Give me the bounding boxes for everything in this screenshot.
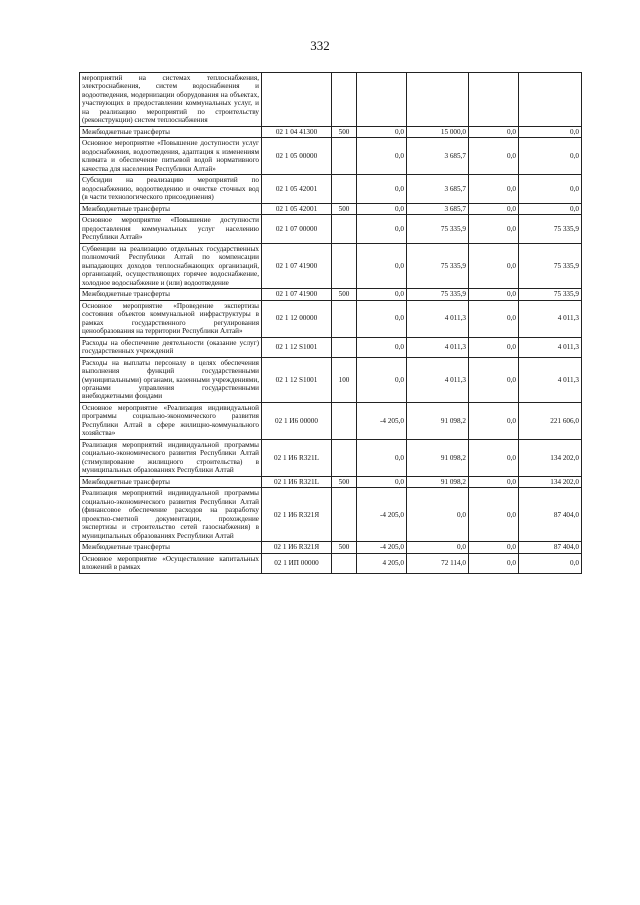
row-amount-1-cell: 0,0 (357, 138, 407, 175)
row-code-cell: 02 1 04 41300 (262, 126, 332, 137)
row-amount-1-cell: 0,0 (357, 126, 407, 137)
table-body (80, 73, 582, 574)
table-row (80, 357, 582, 402)
row-amount-3-cell: 0,0 (469, 289, 519, 300)
row-code-cell: 02 1 05 00000 (262, 138, 332, 175)
table-row (80, 337, 582, 357)
row-code-cell (262, 73, 332, 127)
row-amount-1-cell: 0,0 (357, 289, 407, 300)
table-row (80, 553, 582, 573)
row-expense-type-cell (332, 175, 357, 203)
row-amount-3-cell (469, 73, 519, 127)
table-row (80, 439, 582, 476)
row-amount-4-cell: 4 011,3 (519, 357, 582, 402)
row-amount-3-cell: 0,0 (469, 215, 519, 243)
row-expense-type-cell: 100 (332, 357, 357, 402)
row-code-cell: 02 1 И6 R321L (262, 476, 332, 487)
row-amount-3-cell: 0,0 (469, 243, 519, 288)
row-amount-3-cell: 0,0 (469, 357, 519, 402)
row-expense-type-cell (332, 337, 357, 357)
row-amount-1-cell: 0,0 (357, 357, 407, 402)
row-amount-2-cell: 75 335,9 (407, 215, 469, 243)
row-expense-type-cell: 500 (332, 203, 357, 214)
row-amount-3-cell: 0,0 (469, 300, 519, 337)
row-amount-1-cell: 0,0 (357, 175, 407, 203)
row-amount-2-cell: 91 098,2 (407, 439, 469, 476)
row-amount-2-cell: 75 335,9 (407, 243, 469, 288)
row-amount-1-cell: 4 205,0 (357, 553, 407, 573)
row-amount-3-cell: 0,0 (469, 476, 519, 487)
row-amount-2-cell: 3 685,7 (407, 138, 469, 175)
row-amount-2-cell: 91 098,2 (407, 402, 469, 439)
row-amount-2-cell: 4 011,3 (407, 300, 469, 337)
row-name-cell: Основное мероприятие «Повышение доступности услуг водоснабжения, водоотведения, адаптация к изменениям климата и обеспечение питьевой водой нормативного качества для населения Республики Алтай» (80, 138, 262, 175)
row-amount-4-cell: 75 335,9 (519, 289, 582, 300)
row-expense-type-cell: 500 (332, 542, 357, 553)
table-row (80, 243, 582, 288)
row-amount-1-cell: -4 205,0 (357, 488, 407, 542)
table-row (80, 73, 582, 127)
row-name-cell: мероприятий на системах теплоснабжения, электроснабжения, систем водоснабжения и водоотведения, модернизации оборудования на объектах, участвующих в предоставлении коммунальных услуг, и на реализацию мероприятий по строительству (реконструкции) систем теплоснабжения (80, 73, 262, 127)
table-row (80, 289, 582, 300)
row-amount-3-cell: 0,0 (469, 126, 519, 137)
row-amount-4-cell: 0,0 (519, 126, 582, 137)
row-amount-3-cell: 0,0 (469, 337, 519, 357)
row-name-cell: Межбюджетные трансферты (80, 476, 262, 487)
row-code-cell: 02 1 И6 00000 (262, 402, 332, 439)
row-amount-4-cell: 87 404,0 (519, 488, 582, 542)
row-amount-3-cell: 0,0 (469, 553, 519, 573)
row-amount-4-cell: 87 404,0 (519, 542, 582, 553)
row-name-cell: Субсидии на реализацию мероприятий по водоснабжению, водоотведению и очистке сточных вод (в части технологического присоединения) (80, 175, 262, 203)
table-row (80, 476, 582, 487)
row-amount-3-cell: 0,0 (469, 402, 519, 439)
row-code-cell: 02 1 И6 R321L (262, 439, 332, 476)
row-name-cell: Основное мероприятие «Проведение экспертизы состояния объектов коммунальной инфраструктуры в рамках государственного регулирования ценообразования на территории Республики Алтай» (80, 300, 262, 337)
row-code-cell: 02 1 05 42001 (262, 175, 332, 203)
row-expense-type-cell (332, 402, 357, 439)
row-name-cell: Межбюджетные трансферты (80, 542, 262, 553)
row-expense-type-cell (332, 439, 357, 476)
row-code-cell: 02 1 И6 R321Я (262, 488, 332, 542)
row-expense-type-cell (332, 73, 357, 127)
row-amount-3-cell: 0,0 (469, 203, 519, 214)
row-amount-3-cell: 0,0 (469, 488, 519, 542)
row-amount-1-cell: 0,0 (357, 300, 407, 337)
row-amount-1-cell: 0,0 (357, 439, 407, 476)
row-amount-4-cell: 75 335,9 (519, 215, 582, 243)
row-amount-4-cell: 134 202,0 (519, 439, 582, 476)
row-amount-4-cell: 4 011,3 (519, 337, 582, 357)
row-code-cell: 02 1 07 00000 (262, 215, 332, 243)
row-code-cell: 02 1 05 42001 (262, 203, 332, 214)
row-amount-4-cell: 4 011,3 (519, 300, 582, 337)
row-expense-type-cell (332, 243, 357, 288)
row-amount-3-cell: 0,0 (469, 138, 519, 175)
row-amount-2-cell: 75 335,9 (407, 289, 469, 300)
table-row (80, 215, 582, 243)
row-name-cell: Расходы на выплаты персоналу в целях обеспечения выполнения функций государственными (муниципальными) органами, казенными учреждениями, органами управления государственными внебюджетными фондами (80, 357, 262, 402)
row-name-cell: Расходы на обеспечение деятельности (оказание услуг) государственных учреждений (80, 337, 262, 357)
row-amount-4-cell: 0,0 (519, 203, 582, 214)
row-amount-2-cell: 72 114,0 (407, 553, 469, 573)
row-amount-4-cell: 0,0 (519, 553, 582, 573)
row-amount-1-cell: 0,0 (357, 215, 407, 243)
row-name-cell: Межбюджетные трансферты (80, 126, 262, 137)
row-amount-4-cell: 0,0 (519, 175, 582, 203)
page-number: 332 (310, 38, 330, 53)
row-amount-4-cell (519, 73, 582, 127)
row-expense-type-cell: 500 (332, 289, 357, 300)
table-row (80, 175, 582, 203)
row-amount-3-cell: 0,0 (469, 542, 519, 553)
row-code-cell: 02 1 12 00000 (262, 300, 332, 337)
row-name-cell: Реализация мероприятий индивидуальной программы социально-экономического развития Республики Алтай (стимулирование жилищного строительства) в муниципальных образованиях Республики Алтай (80, 439, 262, 476)
table-row (80, 488, 582, 542)
row-amount-1-cell: -4 205,0 (357, 402, 407, 439)
row-amount-2-cell: 4 011,3 (407, 357, 469, 402)
table-row (80, 138, 582, 175)
row-name-cell: Основное мероприятие «Осуществление капитальных вложений в рамках (80, 553, 262, 573)
row-amount-1-cell: 0,0 (357, 337, 407, 357)
row-name-cell: Межбюджетные трансферты (80, 203, 262, 214)
table-row (80, 203, 582, 214)
row-amount-4-cell: 221 606,0 (519, 402, 582, 439)
row-amount-2-cell: 0,0 (407, 488, 469, 542)
row-amount-2-cell: 3 685,7 (407, 175, 469, 203)
row-amount-2-cell: 15 000,0 (407, 126, 469, 137)
row-name-cell: Субвенции на реализацию отдельных государственных полномочий Республики Алтай по компенсации выпадающих доходов теплоснабжающих организаций, организаций, осуществляющих горячее водоснабжение, холодное водоснабжение и (или) водоотведение (80, 243, 262, 288)
row-amount-1-cell (357, 73, 407, 127)
row-amount-2-cell: 4 011,3 (407, 337, 469, 357)
row-name-cell: Основное мероприятие «Повышение доступности предоставления коммунальных услуг населению Республики Алтай» (80, 215, 262, 243)
row-expense-type-cell (332, 138, 357, 175)
row-code-cell: 02 1 07 41900 (262, 289, 332, 300)
row-amount-1-cell: 0,0 (357, 476, 407, 487)
table-row (80, 402, 582, 439)
row-amount-2-cell: 0,0 (407, 542, 469, 553)
row-code-cell: 02 1 07 41900 (262, 243, 332, 288)
row-code-cell: 02 1 ИП 00000 (262, 553, 332, 573)
row-amount-1-cell: -4 205,0 (357, 542, 407, 553)
row-expense-type-cell (332, 553, 357, 573)
row-amount-3-cell: 0,0 (469, 175, 519, 203)
row-amount-4-cell: 75 335,9 (519, 243, 582, 288)
table-row (80, 126, 582, 137)
row-name-cell: Основное мероприятие «Реализация индивидуальной программы социально-экономического развития Республики Алтай в сфере жилищно-коммунального хозяйства» (80, 402, 262, 439)
row-name-cell: Реализация мероприятий индивидуальной программы социально-экономического развития Республики Алтай (финансовое обеспечение расходов на разработку проектно-сметной документации, прохождение экспертизы и строительство сетей газоснабжения) в муниципальных образованиях Республики Алтай (80, 488, 262, 542)
budget-table (79, 72, 582, 574)
table-row (80, 542, 582, 553)
row-amount-2-cell: 3 685,7 (407, 203, 469, 214)
row-amount-3-cell: 0,0 (469, 439, 519, 476)
row-code-cell: 02 1 12 S1001 (262, 337, 332, 357)
row-amount-2-cell: 91 098,2 (407, 476, 469, 487)
row-amount-1-cell: 0,0 (357, 243, 407, 288)
row-expense-type-cell (332, 488, 357, 542)
row-expense-type-cell: 500 (332, 476, 357, 487)
row-expense-type-cell (332, 215, 357, 243)
row-expense-type-cell: 500 (332, 126, 357, 137)
row-code-cell: 02 1 И6 R321Я (262, 542, 332, 553)
row-amount-4-cell: 134 202,0 (519, 476, 582, 487)
row-expense-type-cell (332, 300, 357, 337)
row-name-cell: Межбюджетные трансферты (80, 289, 262, 300)
row-amount-2-cell (407, 73, 469, 127)
row-amount-4-cell: 0,0 (519, 138, 582, 175)
row-amount-1-cell: 0,0 (357, 203, 407, 214)
table-row (80, 300, 582, 337)
row-code-cell: 02 1 12 S1001 (262, 357, 332, 402)
